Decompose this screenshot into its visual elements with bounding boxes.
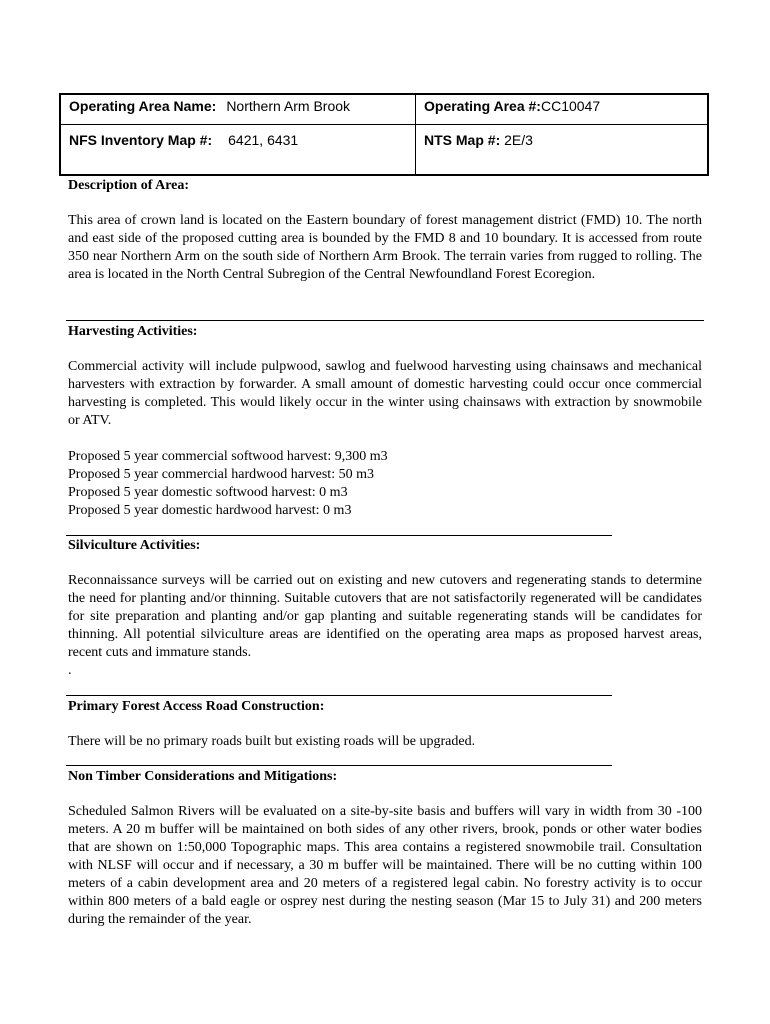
silviculture-heading: Silviculture Activities: bbox=[68, 538, 201, 553]
section-divider bbox=[66, 695, 612, 696]
nfs-map-label: NFS Inventory Map #: bbox=[69, 132, 213, 148]
roads-text: There will be no primary roads built but existing roads will be upgraded. bbox=[68, 734, 476, 749]
proposal-line: Proposed 5 year commercial softwood harvest: 9,300 m3 bbox=[68, 449, 388, 464]
operating-area-info-table bbox=[59, 93, 709, 176]
section-divider bbox=[66, 765, 612, 766]
operating-area-name-cell bbox=[60, 94, 416, 125]
silviculture-dot: . bbox=[68, 663, 72, 678]
operating-area-number-value: CC10047 bbox=[540, 98, 601, 114]
nts-map-value: 2E/3 bbox=[504, 132, 533, 148]
silviculture-text: Reconnaissance surveys will be carried out on existing and new cutovers and regenerating stands to determine the need for planting and/or thinning. Suitable cutovers that are not satisfactorily regenerated will be candidates for site preparation and planting and/or gap planting and suitable regenerating stands will be candidates for thinning. All potential silviculture areas are identified on the operating area maps as proposed harvest areas, recent cuts and immature stands. bbox=[68, 573, 702, 660]
description-heading: Description of Area: bbox=[68, 178, 190, 193]
non-timber-heading: Non Timber Considerations and Mitigations: bbox=[68, 769, 338, 784]
proposal-line: Proposed 5 year commercial hardwood harvest: 50 m3 bbox=[68, 467, 374, 482]
proposal-line: Proposed 5 year domestic softwood harvest: 0 m3 bbox=[68, 485, 348, 500]
description-text: This area of crown land is located on the Eastern boundary of forest management district (FMD) 10. The north and east side of the proposed cutting area is bounded by the FMD 8 and 10 boundary. It is accessed from route 350 near Northern Arm on the south side of Northern Arm Brook. The terrain varies from rugged to rolling. The area is located in the North Central Subregion of the Central Newfoundland Forest Ecoregion. bbox=[68, 213, 702, 282]
operating-area-name-label: Operating Area Name: bbox=[69, 98, 217, 114]
nts-map-label: NTS Map #: bbox=[424, 132, 501, 148]
section-divider bbox=[66, 535, 612, 536]
nfs-map-value: 6421, 6431 bbox=[228, 132, 299, 148]
roads-heading: Primary Forest Access Road Construction: bbox=[68, 699, 325, 714]
section-divider bbox=[66, 320, 704, 321]
proposal-line: Proposed 5 year domestic hardwood harvest: 0 m3 bbox=[68, 503, 352, 518]
harvesting-heading: Harvesting Activities: bbox=[68, 324, 198, 339]
operating-area-name-value: Northern Arm Brook bbox=[226, 98, 351, 114]
operating-area-number-cell bbox=[416, 94, 709, 125]
harvesting-text: Commercial activity will include pulpwood, sawlog and fuelwood harvesting using chainsaws and mechanical harvesters with extraction by forwarder. A small amount of domestic harvesting could occur once commercial harvesting is completed. This would likely occur in the winter using chainsaws with extraction by snowmobile or ATV. bbox=[68, 359, 702, 428]
operating-area-number-label: Operating Area #: bbox=[424, 98, 541, 114]
nts-map-cell bbox=[416, 125, 709, 176]
nfs-map-cell bbox=[60, 125, 416, 176]
non-timber-text: Scheduled Salmon Rivers will be evaluated on a site-by-site basis and buffers will vary in width from 30 -100 meters. A 20 m buffer will be maintained on both sides of any other rivers, brook, ponds or other water bodies that are shown on 1:50,000 Topographic maps. This area contains a registered snowmobile trail. Consultation with NLSF will occur and if necessary, a 30 m buffer will be maintained. There will be no cutting within 100 meters of a cabin development area and 20 meters of a registered legal cabin. No forestry activity is to occur within 800 meters of a bald eagle or osprey nest during the nesting season (Mar 15 to July 31) and 200 meters during the remainder of the year. bbox=[68, 804, 702, 927]
